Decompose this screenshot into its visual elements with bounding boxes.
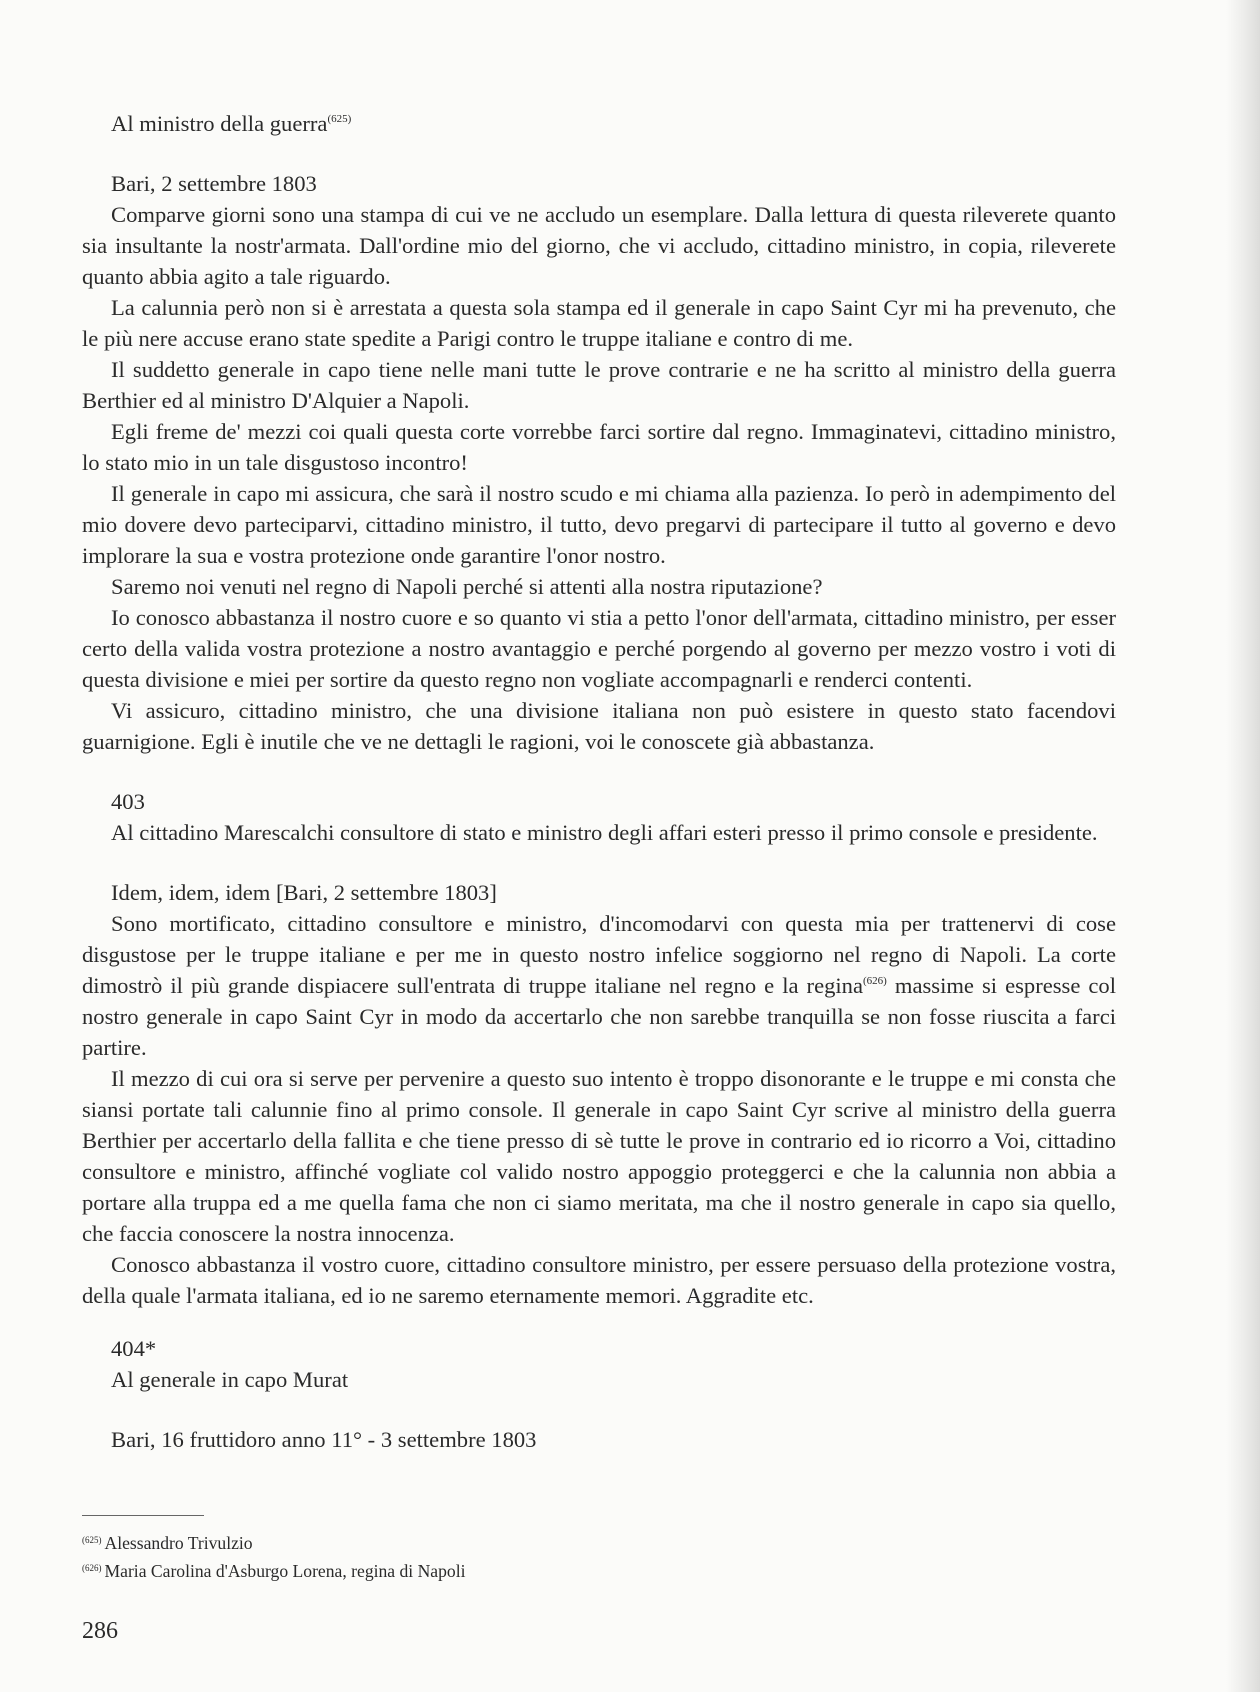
letter3-date: Bari, 16 fruttidoro anno 11° - 3 settembre 1803 (111, 1427, 537, 1452)
letter2-date: Idem, idem, idem [Bari, 2 settembre 1803] (111, 880, 497, 905)
letter2-recipient: Al cittadino Marescalchi consultore di stato e ministro degli affari esteri presso il primo console e presidente. (111, 820, 1098, 845)
footnotes (82, 1515, 782, 1584)
letter1-paragraph: Il suddetto generale in capo tiene nelle mani tutte le prove contrarie e ne ha scritto al ministro della guerra Berthier ed al ministro D'Alquier a Napoli. (82, 357, 1116, 413)
letter3-recipient: Al generale in capo Murat (111, 1367, 349, 1392)
footnote-626: $^{(626)}$ Maria Carolina d'Asburgo Lorena, regina di Napoli (82, 1561, 466, 1581)
letter1-paragraph: La calunnia però non si è arrestata a questa sola stampa ed il generale in capo Saint Cyr mi ha prevenuto, che le più nere accuse erano state spedite a Parigi contro le truppe italiane e contro di me. (82, 295, 1116, 351)
letter1-date: Bari, 2 settembre 1803 (111, 171, 317, 196)
letter1-recipient: Al ministro della guerra$^{(625)}$ (111, 111, 352, 136)
letter2-paragraph: Sono mortificato, cittadino consultore e ministro, d'incomodarvi con questa mia per trattenervi di cose disgustose per le truppe italiane e per me in questo nostro infelice soggiorno nel regno di Napoli. La corte dimostrò il più grande dispiacere sull'entrata di truppe italiane nel regno e la regina$^{(626)}$ massime si espresse col nostro generale in capo Saint Cyr in modo da accertarlo che non sarebbe tranquilla se non fosse riuscita a farci partire. (82, 911, 1116, 1060)
letter1-paragraph: Saremo noi venuti nel regno di Napoli perché si attenti alla nostra riputazione? (111, 574, 823, 599)
page-body (82, 108, 1116, 1455)
letter1-paragraph: Vi assicuro, cittadino ministro, che una divisione italiana non può esistere in questo stato facendovi guarnigione. Egli è inutile che ve ne dettagli le ragioni, voi le conoscete già abbastanza. (82, 698, 1116, 754)
footnote-divider (82, 1515, 204, 1516)
letter2-paragraph: Conosco abbastanza il vostro cuore, cittadino consultore ministro, per essere persuaso della protezione vostra, della quale l'armata italiana, ed io ne saremo eternamente memori. Aggradite etc. (82, 1252, 1116, 1308)
page-number: 286 (82, 1618, 118, 1644)
footnote-625: $^{(625)}$ Alessandro Trivulzio (82, 1533, 253, 1553)
letter2-paragraph: Il mezzo di cui ora si serve per pervenire a questo suo intento è troppo disonorante e le truppe e mi consta che siansi portate tali calunnie fino al primo console. Il generale in capo Saint Cyr scrive al ministro della guerra Berthier per accertarlo della fallita e che tiene presso di sè tutte le prove in contrario ed io ricorro a Voi, cittadino consultore e ministro, affinché vogliate col valido nostro appoggio proteggerci e che la calunnia non abbia a portare alla truppa ed a me quella fama che non ci siamo meritata, ma che il nostro generale in capo sia quello, che faccia conoscere la nostra innocenza. (82, 1066, 1116, 1246)
footnote-ref-625: (625) (327, 113, 352, 125)
letter2-number: 403 (111, 789, 145, 814)
letter3-number: 404* (111, 1336, 157, 1361)
letter1-paragraph: Egli freme de' mezzi coi quali questa corte vorrebbe farci sortire dal regno. Immaginatevi, cittadino ministro, lo stato mio in un tale disgustoso incontro! (82, 419, 1116, 475)
letter1-paragraph: Io conosco abbastanza il nostro cuore e so quanto vi stia a petto l'onor dell'armata, cittadino ministro, per esser certo della valida vostra protezione a nostro avantaggio e perché porgendo al governo per mezzo vostro i voti di questa divisione e miei per sortire da questo regno non vogliate accompagnarli e renderci contenti. (82, 605, 1116, 692)
letter1-paragraph: Comparve giorni sono una stampa di cui ve ne accludo un esemplare. Dalla lettura di questa rileverete quanto sia insultante la nostr'armata. Dall'ordine mio del giorno, che vi accludo, cittadino ministro, in copia, rileverete quanto abbia agito a tale riguardo. (82, 202, 1116, 289)
letter1-paragraph: Il generale in capo mi assicura, che sarà il nostro scudo e mi chiama alla pazienza. Io però in adempimento del mio dovere devo parteciparvi, cittadino ministro, il tutto, devo pregarvi di partecipare il tutto al governo e devo implorare la sua e vostra protezione onde garantire l'onor nostro. (82, 481, 1116, 568)
page-edge-shadow (1226, 0, 1260, 1692)
footnote-ref-626: (626) (863, 975, 887, 987)
